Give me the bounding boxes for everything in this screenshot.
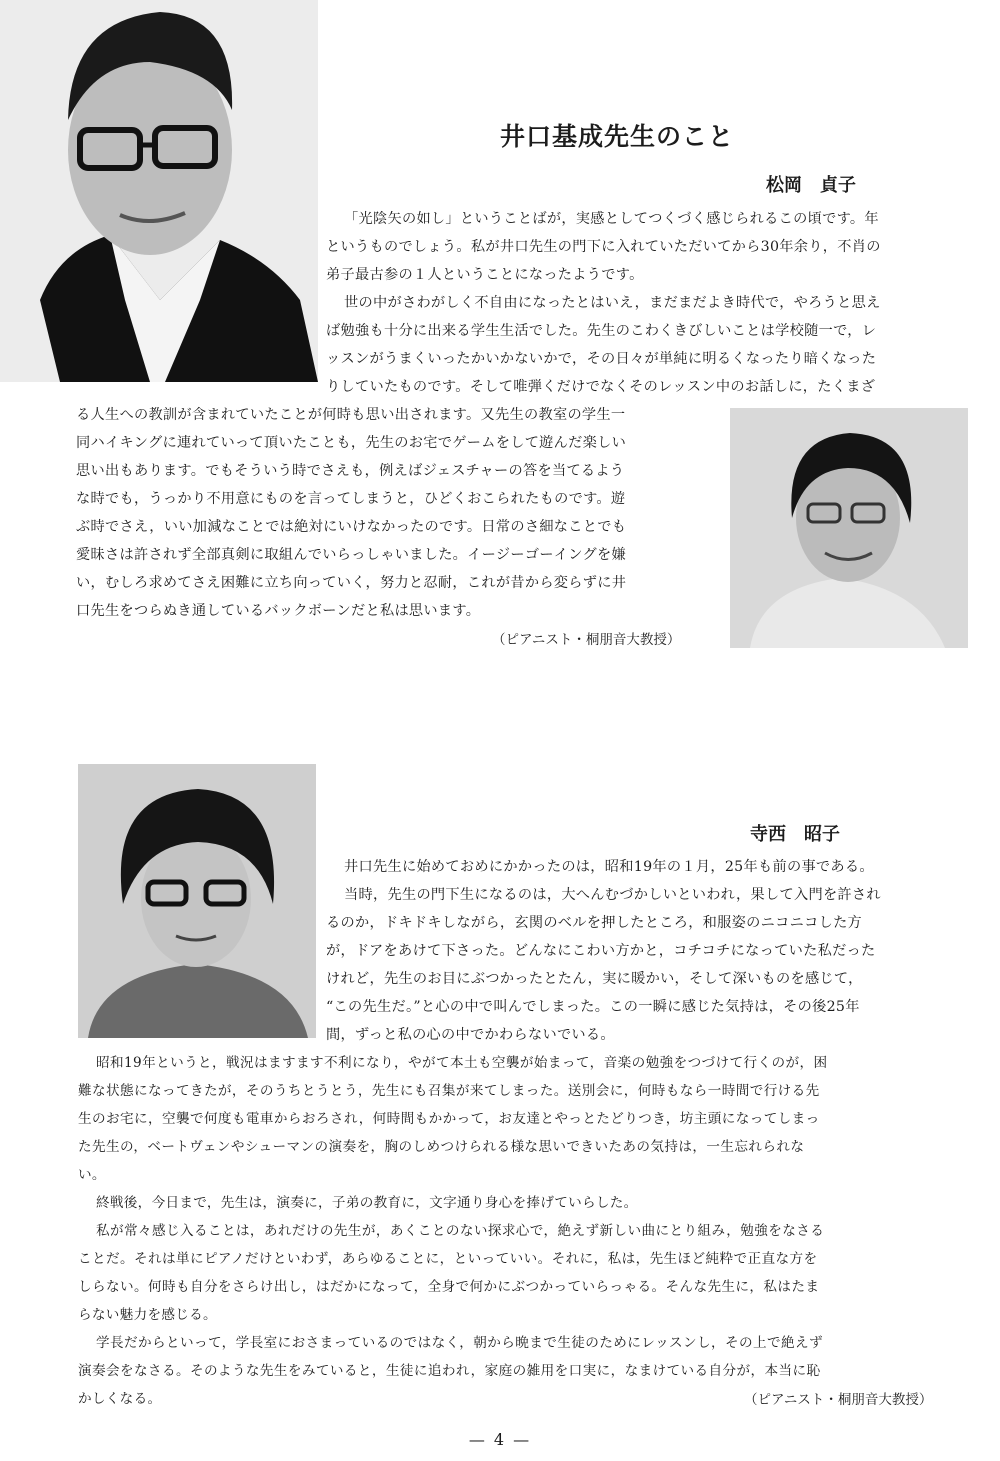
- article1-line: というものでしょう。私が井口先生の門下に入れていただいてから30年余り，不肖の: [326, 239, 881, 255]
- article2-line: 学長だからといって，学長室におさまっているのではなく，朝から晩まで生徒のためにレッスンし，その上で絶えず: [96, 1335, 823, 1351]
- article2-line: かしくなる。: [78, 1391, 162, 1407]
- page-number: — 4 —: [468, 1430, 532, 1449]
- article2-line: けれど，先生のお目にぶつかったとたん，実に暖かい，そして深いものを感じて，: [326, 971, 863, 987]
- article1-line: ぶ時でさえ，いい加減なことでは絶対にいけなかったのです。日常のさ細なことでも: [76, 519, 627, 535]
- article2-line: しらない。何時も自分をさらけ出し，はだかになって，全身で何かにぶつかっていらっゃる。そんな先生に，私はたま: [78, 1279, 820, 1295]
- article2-line: た先生の，ベートヴェンやシューマンの演奏を，胸のしめつけられる様な思いできいたあの気持は，一生忘れられな: [78, 1139, 805, 1155]
- article2-line: 昭和19年というと，戦況はますます不利になり，やがて本土も空襲が始まって，音楽の勉強をつづけて行くのが，困: [96, 1055, 828, 1071]
- article2-affiliation: （ピアニスト・桐朋音大教授）: [744, 1392, 933, 1408]
- article1-line: 思い出もあります。でもそういう時でさえも，例えばジェスチャーの答を当てるよう: [76, 463, 625, 479]
- article2-line: 生のお宅に，空襲で何度も電車からおろされ，何時間もかかって，お友達とやっとたどりつき，坊主頭になってしまっ: [78, 1111, 820, 1127]
- article2-line: ことだ。それは単にピアノだけといわず，あらゆることに，といっていい。それに，私は，先生ほど純粋で正直な方を: [78, 1251, 818, 1267]
- article2-line: るのか，ドキドキしながら，玄関のベルを押したところ，和服姿のニコニコした方: [326, 915, 863, 931]
- article1-line: 「光陰矢の如し」ということばが，実感としてつくづく感じられるこの頃です。年: [344, 211, 879, 227]
- article1-author: 松岡 貞子: [766, 175, 856, 196]
- article1-line: ッスンがうまくいったかいかないかで，その日々が単純に明るくなったり暗くなった: [326, 351, 877, 367]
- article2-line: 間，ずっと私の心の中でかわらないでいる。: [326, 1027, 615, 1043]
- article1-affiliation: （ピアニスト・桐朋音大教授）: [492, 632, 681, 648]
- article2-line: 井口先生に始めておめにかかったのは，昭和19年の１月，25年も前の事である。: [344, 859, 874, 875]
- article1-line: 弟子最古参の１人ということになったようです。: [326, 267, 644, 283]
- article1-line: い，むしろ求めてさえ困難に立ち向っていく，努力と忍耐，これが昔から変らずに井: [76, 575, 627, 591]
- article2-line: 難な状態になってきたが，そのうちとうとう，先生にも召集が来てしまった。送別会に，何時もなら一時間で行ける先: [78, 1083, 820, 1099]
- article1-line: りしていたものです。そして唯弾くだけでなくそのレッスン中のお話しに，たくまざ: [326, 379, 876, 395]
- article1-line: ば勉強も十分に出来る学生生活でした。先生のこわくきびしいことは学校随一で，レ: [326, 323, 877, 339]
- article2-line: 私が常々感じ入ることは，あれだけの先生が，あくことのない探求心で，絶えず新しい曲にとり組み，勉強をなさる: [96, 1223, 825, 1239]
- portrait-teranishi-photo: [78, 764, 316, 1038]
- article2-line: 当時，先生の門下生になるのは，大へんむづかしいといわれ，果して入門を許され: [344, 887, 881, 903]
- article2-line: が，ドアをあけて下さった。どんなにこわい方かと，コチコチになっていた私だった: [326, 943, 876, 959]
- article1-line: 口先生をつらぬき通しているバックボーンだと私は思います。: [76, 603, 481, 619]
- article1-line: な時でも，うっかり不用意にものを言ってしまうと，ひどくおこられたものです。遊: [76, 491, 626, 507]
- article1-line: 世の中がさわがしく不自由になったとはいえ，まだまだよき時代で，やろうと思え: [344, 295, 881, 311]
- article2-line: “この先生だ。”と心の中で叫んでしまった。この一瞬に感じた気持は，その後25年: [326, 999, 860, 1015]
- article2-line: 演奏会をなさる。そのような先生をみていると，生徒に追われ，家庭の雑用を口実に，なまけている自分が，本当に恥: [78, 1363, 821, 1379]
- article1-line: 愛昧さは許されず全部真剣に取組んでいらっしゃいました。イージーゴーイングを嫌: [76, 547, 626, 563]
- article2-line: 終戦後，今日まで，先生は，演奏に，子弟の教育に，文字通り身心を捧げていらした。: [96, 1195, 638, 1211]
- article1-line: 同ハイキングに連れていって頂いたことも，先生のお宅でゲームをして遊んだ楽しい: [76, 435, 627, 451]
- portrait-matsuoka-photo: [730, 408, 968, 648]
- article-title: 井口基成先生のこと: [500, 122, 735, 151]
- article1-line: る人生への教訓が含まれていたことが何時も思い出されます。又先生の教室の学生一: [76, 407, 626, 423]
- portrait-inoguchi-photo: [0, 0, 318, 382]
- article2-line: らない魅力を感じる。: [78, 1307, 217, 1323]
- article2-line: い。: [78, 1167, 106, 1183]
- article2-author: 寺西 昭子: [750, 824, 840, 845]
